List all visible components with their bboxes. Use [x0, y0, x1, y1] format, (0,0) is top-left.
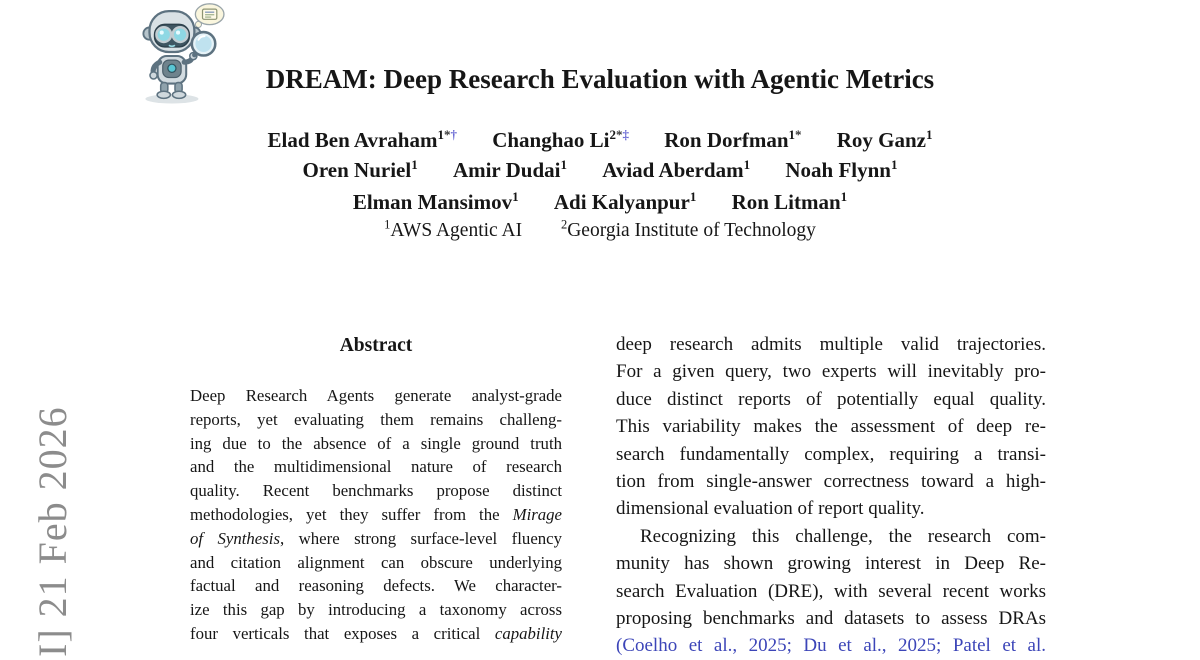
author-text: Oren Nuriel — [302, 158, 412, 182]
body-column — [616, 331, 1046, 660]
affiliation-text: Georgia Institute of Technology — [567, 219, 816, 241]
affiliation-superscript: 1 — [560, 157, 567, 172]
body-text-line: dimensional evaluation of report quality. — [616, 498, 925, 520]
authors-row-2 — [0, 157, 1200, 183]
abstract-line: ize this gap by introducing a taxonomy across — [190, 600, 562, 620]
author-text: Roy Ganz — [836, 128, 926, 152]
abstract-heading: Abstract — [339, 335, 413, 356]
affiliation-superscript: 1 — [437, 127, 444, 142]
equal-contribution-mark: * — [443, 127, 451, 142]
author-text: Elman Mansimov — [352, 190, 513, 214]
author-name — [353, 190, 519, 214]
affiliation-superscript: 1 — [512, 189, 519, 204]
paper-title: DREAM: Deep Research Evaluation with Agentic Metrics — [265, 64, 935, 95]
affiliation — [560, 217, 816, 241]
body-text-line: munity has shown growing interest in Deep Re- — [616, 553, 1046, 575]
abstract-line: four verticals that exposes a critical capability — [190, 623, 562, 643]
author-name — [785, 158, 897, 182]
arxiv-date-watermark: I] 21 Feb 2026 — [30, 406, 75, 657]
author-name — [664, 128, 801, 152]
body-text-line: search Evaluation (DRE), with several recent works — [616, 580, 1046, 602]
body-text-line: This variability makes the assessment of deep re- — [616, 416, 1046, 438]
author-text: Elad Ben Avraham — [267, 128, 438, 152]
author-name — [453, 158, 567, 182]
equal-contribution-mark: * — [795, 127, 802, 142]
abstract-line: Deep Research Agents generate analyst-grade — [190, 386, 562, 405]
author-text: Aviad Aberdam — [602, 158, 744, 182]
footnote-link-mark[interactable]: † — [450, 127, 457, 142]
abstract-line: and the multidimensional nature of research — [190, 457, 562, 477]
author-text: Amir Dudai — [452, 158, 561, 182]
affiliation-number: 1 — [384, 217, 391, 231]
equal-contribution-mark: * — [616, 127, 623, 142]
citation-link[interactable]: (Coelho et al., 2025; Du et al., 2025; Patel et al. — [616, 635, 1046, 657]
affiliation-number: 2 — [560, 217, 568, 231]
abstract-line: quality. Recent benchmarks propose distinct — [190, 481, 562, 501]
abstract-body — [190, 384, 562, 646]
authors-row-1 — [0, 127, 1200, 153]
body-text-line: proposing benchmarks and datasets to assess DRAs — [616, 607, 1046, 629]
author-name — [602, 158, 750, 182]
body-text-line: For a given query, two experts will inevitably pro- — [616, 361, 1046, 383]
footnote-link-mark[interactable]: ‡ — [622, 127, 629, 142]
body-text-line: deep research admits multiple valid trajectories. — [616, 334, 1046, 355]
body-text-line: search fundamentally complex, requiring a transi- — [616, 443, 1046, 465]
affiliation-superscript: 1 — [840, 189, 848, 204]
affiliation-superscript: 1 — [926, 127, 933, 142]
affiliation-superscript: 1 — [689, 189, 697, 204]
author-name — [732, 190, 848, 214]
author-text: Changhao Li — [492, 128, 610, 152]
author-name — [267, 128, 456, 152]
author-name — [554, 190, 696, 214]
affiliation-superscript: 1 — [788, 127, 795, 142]
abstract-line: of Synthesis, where strong surface-level fluency — [190, 528, 562, 548]
author-name — [303, 158, 418, 182]
affiliation — [384, 217, 523, 241]
body-text-line: Recognizing this challenge, the research com- — [640, 525, 1046, 547]
abstract-line: reports, yet evaluating them remains challeng- — [190, 409, 562, 429]
affiliation-superscript: 1 — [743, 157, 751, 172]
body-text-line: duce distinct reports of potentially equal quality. — [616, 388, 1046, 410]
abstract-line: factual and reasoning defects. We character- — [190, 576, 562, 596]
affiliations-row — [0, 217, 1200, 242]
abstract-line: ing due to the absence of a single ground truth — [190, 433, 562, 453]
body-text-line: tion from single-answer correctness toward a high- — [616, 470, 1046, 492]
abstract-line: and citation alignment can obscure underlying — [190, 552, 562, 572]
affiliation-superscript: 2 — [609, 127, 616, 142]
author-text: Noah Flynn — [785, 158, 891, 182]
author-text: Adi Kalyanpur — [553, 190, 690, 214]
author-name — [837, 128, 933, 152]
authors-row-3 — [0, 189, 1200, 215]
abstract-line: methodologies, yet they suffer from the Mirage — [190, 504, 562, 524]
affiliation-superscript: 1 — [411, 157, 418, 172]
author-name — [492, 128, 629, 152]
affiliation-superscript: 1 — [890, 157, 898, 172]
affiliation-text: AWS Agentic AI — [390, 219, 523, 241]
author-text: Ron Dorfman — [664, 128, 789, 152]
author-text: Ron Litman — [731, 190, 841, 214]
